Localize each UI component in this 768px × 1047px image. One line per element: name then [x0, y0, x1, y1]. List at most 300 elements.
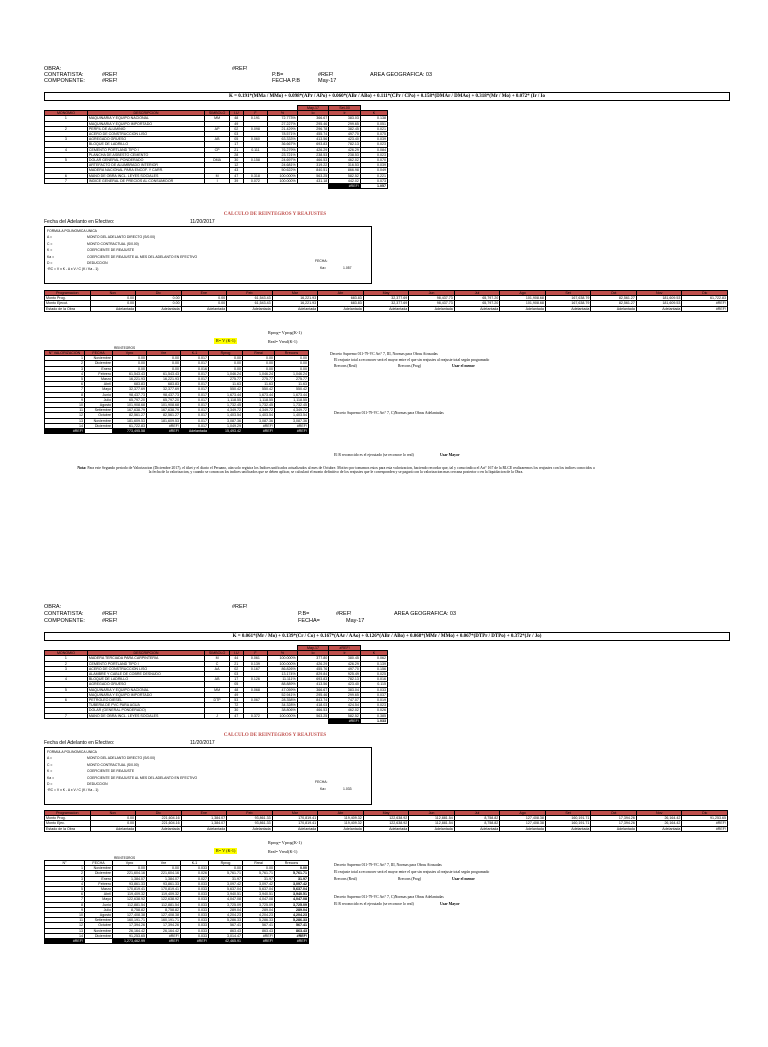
table-cell: 50.622%: [268, 168, 297, 173]
table-cell: 5,761.71: [243, 871, 275, 876]
table-cell: 86.826%: [268, 666, 297, 671]
val-header-cell: N° VALORIZACION: [45, 351, 85, 356]
table-cell: 0.019: [360, 698, 387, 703]
formula-desc-line: DEDUCCION: [87, 781, 108, 786]
table-row: [45, 826, 728, 831]
table-cell: Adelantada: [545, 306, 591, 311]
table-cell: 65,797.20: [454, 296, 500, 301]
table-cell: 91,253.65: [113, 933, 147, 938]
table-cell: Adelantada: [136, 306, 182, 311]
table-cell: 16,221.93: [272, 301, 318, 306]
table-cell: 1,732.45: [275, 403, 309, 408]
table-cell: 497.70: [329, 132, 361, 137]
ka-value: 1.057: [343, 266, 352, 270]
formula-box: [44, 747, 372, 805]
side-note-mayor: Usar Mayor: [440, 902, 460, 906]
prog-header-cell: Nov: [636, 291, 682, 296]
componente-value: #REF!: [102, 78, 118, 84]
table-cell: 119,409.32: [318, 821, 364, 826]
table-cell: Adelantada: [90, 826, 136, 831]
table-cell: 0.00: [136, 296, 182, 301]
contratista-label: CONTRATISTA:: [44, 72, 84, 78]
col-header: I.U: [229, 651, 243, 656]
table-cell: 4: [45, 147, 88, 152]
table-cell: 5,637.04: [209, 887, 243, 892]
table-cell: 91,253.65: [682, 816, 728, 821]
table-cell: 53: [229, 698, 243, 703]
table-cell: 1,384.07: [147, 876, 181, 881]
table-cell: 160,191.71: [545, 821, 591, 826]
table-cell: AGREGADO GRUESO: [87, 137, 204, 142]
table-cell: 431.18: [297, 178, 329, 183]
table-cell: 1,046.24: [243, 371, 275, 376]
table-cell: 1,049.29: [209, 423, 243, 428]
table-cell: 1: [45, 866, 85, 871]
table-cell: #REF!: [275, 933, 309, 938]
table-cell: 1,673.44: [243, 392, 275, 397]
table-cell: 0.00: [181, 301, 227, 306]
table-cell: 238.53: [329, 152, 361, 157]
col-header: DESCRIPCION: [87, 111, 204, 116]
table-cell: Julio: [85, 397, 113, 402]
table-cell: CEMENTO PORTLAND TIPO I: [87, 661, 204, 666]
table-cell: Noviembre: [85, 928, 113, 933]
table-cell: PETROLEO DIESEL: [87, 698, 204, 703]
prog-header-cell: Ago: [500, 811, 546, 816]
formula-desc-line: MONTO DEL ADELANTO DIRECTO (S/0.00): [87, 756, 156, 761]
table-cell: 683.83: [318, 296, 364, 301]
table-cell: 423.40: [329, 682, 361, 687]
val-total-cell: #REF!: [147, 429, 181, 434]
eq-rprog: Rprog= Vprog(K-1): [268, 840, 302, 845]
table-cell: 16,221.93: [113, 377, 147, 382]
formula-box-line: C =: [47, 762, 53, 767]
table-cell: 0.049: [360, 168, 387, 173]
obra-label: OBRA:: [44, 604, 62, 610]
table-cell: Adelantada: [272, 826, 318, 831]
table-cell: 0.021: [360, 126, 387, 131]
table-cell: 13: [45, 928, 85, 933]
prog-header-cell: Mar: [272, 291, 318, 296]
table-cell: 6: [45, 892, 85, 897]
table-cell: Adelantada: [136, 826, 182, 831]
table-cell: 0.00: [243, 866, 275, 871]
table-cell: 3,725.09: [275, 902, 309, 907]
prog-header-cell: Jun: [409, 811, 455, 816]
table-cell: Enero: [85, 876, 113, 881]
table-cell: Adelantada: [636, 306, 682, 311]
side-note-prog: Rrecons (Prog): [398, 364, 422, 368]
table-cell: 0.033: [360, 687, 387, 692]
prog-header-cell: Set: [545, 291, 591, 296]
table-cell: 0.318: [243, 173, 268, 178]
table-cell: 462.02: [329, 158, 361, 163]
formula-desc-line: MONTO DEL ADELANTO DIRECTO (S/0.00): [87, 235, 156, 240]
table-cell: 170,819.41: [272, 816, 318, 821]
table-cell: 17,394.26: [147, 923, 181, 928]
table-cell: 289.04: [275, 907, 309, 912]
table-cell: 167,638.79: [147, 408, 181, 413]
table-cell: 0.026: [360, 708, 387, 713]
table-cell: 0.126: [243, 677, 268, 682]
table-cell: 112,881.54: [409, 821, 455, 826]
table-cell: 10: [45, 913, 85, 918]
valorizacion-table: [44, 860, 309, 944]
table-cell: 14: [45, 423, 85, 428]
table-cell: 17,394.26: [591, 816, 637, 821]
table-cell: 1,118.55: [209, 397, 243, 402]
table-cell: 122,638.92: [147, 897, 181, 902]
val-header-cell: FECHA: [85, 861, 113, 866]
table-cell: 127,408.38: [113, 913, 147, 918]
prog-header-cell: Nov: [636, 811, 682, 816]
table-cell: 24.697%: [268, 158, 297, 163]
table-cell: 32,377.69: [113, 387, 147, 392]
formula-box-line: ·RC = V x K - A x V / C (K / Ka - 1): [47, 267, 99, 272]
table-cell: ALAMBRE Y CABLE DE COBRE DESNUDO: [87, 672, 204, 677]
table-cell: PLANCHA DE ASBESTO CEMENTO: [87, 152, 204, 157]
table-cell: 3,014.47: [209, 933, 243, 938]
table-cell: AGREGADO GRUESO: [87, 682, 204, 687]
table-cell: 39: [229, 178, 243, 183]
table-cell: Noviembre: [85, 866, 113, 871]
table-cell: 63.333%: [268, 137, 297, 142]
table-cell: 03: [229, 672, 243, 677]
table-cell: 2: [45, 126, 88, 131]
table-cell: 3,940.51: [243, 892, 275, 897]
table-cell: 843.74: [297, 698, 329, 703]
eq-rreal: Real= Vreal(K-1): [268, 339, 298, 344]
table-cell: 127,408.38: [500, 821, 546, 826]
table-cell: 275.77: [275, 377, 309, 382]
table-cell: 0.00: [136, 301, 182, 306]
table-cell: 275.77: [243, 377, 275, 382]
table-cell: 82,561.27: [113, 413, 147, 418]
table-cell: 112,881.54: [113, 902, 147, 907]
table-cell: 0.017: [181, 387, 209, 392]
formula-desc-line: COEFICIENTE DE REAJUSTE AL MES DEL ADELANTO EN EFECTIVO: [87, 775, 198, 780]
table-cell: 0.026: [181, 871, 209, 876]
table-cell: 455.74: [297, 132, 329, 137]
table-cell: 11.63: [275, 382, 309, 387]
table-cell: 0.072: [243, 178, 268, 183]
val-header-cell: Rrecons: [275, 351, 309, 356]
table-cell: 0.061: [243, 656, 268, 661]
formula-box-line: FORMULA POLINOMICA UNICA: [47, 229, 97, 233]
val-header-cell: Vpro: [113, 351, 147, 356]
table-cell: 2: [45, 361, 85, 366]
table-cell: 3: [45, 666, 88, 671]
table-cell: 88.889%: [268, 682, 297, 687]
table-cell: Adelantada: [227, 306, 273, 311]
table-cell: 0.017: [181, 371, 209, 376]
side-note-reajuste: El reajuste total a reconocer será el mayor entre el que sin reajustes al reajuste total según programado: [334, 870, 490, 874]
table-cell: 866.98: [329, 168, 361, 173]
table-cell: 61,543.43: [113, 371, 147, 376]
month-io: May-17: [297, 106, 329, 111]
table-cell: 693.83: [297, 677, 329, 682]
prog-header-cell: Feb: [227, 811, 273, 816]
table-cell: Diciembre: [85, 933, 113, 938]
contratista-value: #REF!: [102, 72, 118, 78]
table-cell: 11.63: [209, 382, 243, 387]
table-cell: 382.45: [329, 126, 361, 131]
table-cell: 582.52: [329, 713, 361, 718]
val-header-cell: Vre: [147, 861, 181, 866]
table-cell: C: [205, 661, 230, 666]
table-cell: 3: [45, 137, 88, 142]
table-cell: 316.53: [329, 163, 361, 168]
table-cell: 426.29: [329, 147, 361, 152]
table-cell: 0.00: [113, 356, 147, 361]
formula-desc-line: [87, 266, 197, 272]
col-header: %: [268, 111, 297, 116]
table-cell: 5,286.33: [209, 918, 243, 923]
table-cell: Setiembre: [85, 408, 113, 413]
prog-header-cell: Ene: [181, 291, 227, 296]
area-geografica: AREA GEOGRAFICA: 03: [370, 72, 433, 78]
table-cell: 6: [45, 173, 88, 178]
prog-header-cell: Jun: [409, 291, 455, 296]
table-cell: 1: [45, 356, 85, 361]
table-cell: 221,604.16: [136, 816, 182, 821]
table-cell: 0.00: [181, 296, 227, 301]
formula-box-line: A =: [47, 756, 52, 761]
table-cell: Febrero: [85, 881, 113, 886]
table-cell: 863.43: [275, 928, 309, 933]
table-cell: 782.13: [329, 142, 361, 147]
nota-label: Nota:: [77, 466, 87, 470]
val-total-cell: #REF!: [243, 939, 275, 944]
table-cell: 0.00: [90, 296, 136, 301]
section-1: [0, 0, 768, 512]
month-ir: #REF!: [329, 646, 361, 651]
table-cell: 49: [229, 692, 243, 697]
k-total-value: 1.057: [360, 184, 387, 189]
table-cell: 98,437.73: [409, 296, 455, 301]
formula-box-line: D =: [47, 781, 53, 786]
formula-desc-line: [87, 787, 197, 793]
table-cell: AA: [205, 666, 230, 671]
prog-header-cell: Programacion: [45, 291, 91, 296]
formula-desc-line: COEFICIENTE DE REAJUSTE: [87, 769, 135, 774]
table-cell: 98,437.73: [113, 392, 147, 397]
table-cell: 1,403.54: [243, 413, 275, 418]
table-cell: TUBERIA DE PVC PARA AGUA: [87, 703, 204, 708]
table-cell: 0.017: [181, 413, 209, 418]
table-cell: ARTEFACTO DE ALUMBRADO INTERIOR: [87, 163, 204, 168]
table-cell: 170,819.41: [147, 887, 181, 892]
table-cell: DOLAR GENERAL PONDERADO: [87, 158, 204, 163]
table-cell: M: [205, 656, 230, 661]
table-cell: 563.25: [297, 173, 329, 178]
reintegros-label: REINTEGROS: [114, 346, 136, 350]
table-cell: 0.068: [243, 687, 268, 692]
table-cell: 0.070: [360, 158, 387, 163]
table-cell: 32,377.69: [363, 296, 409, 301]
table-cell: 0.00: [90, 816, 136, 821]
table-cell: Agosto: [85, 403, 113, 408]
table-cell: 112,881.54: [409, 816, 455, 821]
fecha-pb-label: FECHA=: [298, 618, 320, 624]
fecha-label: FECHA:: [315, 259, 328, 263]
formula-desc-line: COEFICIENTE DE REAJUSTE AL MES DEL ADELANTO EN EFECTIVO: [87, 254, 198, 259]
table-cell: Adelantada: [363, 306, 409, 311]
pb-label: P.B=: [272, 72, 284, 78]
table-cell: 319.22: [297, 163, 329, 168]
polynomial-formula: K = 0.061*(Mr / Mo) + 0.139*(Cr / Co) + 0.167*(AAr / AAo) + 0.126*(ABr / ABo) + 0.068*(MMr / MMo) + 0.067*(DTPr / DTPo) + 0.372*(Jr / Jo): [44, 632, 730, 641]
table-cell: 23.721%: [268, 152, 297, 157]
table-cell: 550.42: [209, 387, 243, 392]
val-total-cell: #REF!: [275, 429, 309, 434]
table-cell: 5,286.33: [243, 918, 275, 923]
table-cell: Adelantada: [454, 826, 500, 831]
table-cell: 101,908.68: [147, 403, 181, 408]
componente-value: #REF!: [102, 618, 118, 624]
table-cell: 27.227%: [268, 121, 297, 126]
table-cell: 48: [229, 687, 243, 692]
val-total-cell: #REF!: [45, 939, 85, 944]
prog-header-cell: Ago: [500, 291, 546, 296]
table-cell: MADERA TERCIADA PARA CARPINTERIA: [87, 656, 204, 661]
table-cell: 0.00: [147, 356, 181, 361]
col-header: Io: [297, 651, 329, 656]
table-cell: 52.941%: [268, 692, 297, 697]
ka-label: Ka=: [320, 266, 327, 270]
table-cell: 3,097.42: [275, 881, 309, 886]
formula-desc-line: MONTO CONTRACTUAL (S/0.00): [87, 241, 139, 246]
val-header-cell: FECHA: [85, 351, 113, 356]
table-cell: 30: [229, 708, 243, 713]
table-cell: 16,221.93: [147, 377, 181, 382]
table-cell: J: [205, 713, 230, 718]
table-cell: 5: [45, 158, 88, 163]
table-cell: 31.97: [209, 876, 243, 881]
table-cell: 82,561.27: [591, 301, 637, 306]
col-header: F: [243, 111, 268, 116]
prog-header-cell: Programacion: [45, 811, 91, 816]
fecha-pb-value: May-17: [346, 618, 365, 624]
table-cell: DTP: [205, 698, 230, 703]
table-cell: 9: [45, 907, 85, 912]
area-geografica: AREA GEOGRAFICA: 03: [394, 611, 457, 617]
val-header-cell: K-1: [181, 351, 209, 356]
table-cell: 76.279%: [268, 147, 297, 152]
programacion-rows: [45, 296, 728, 312]
ka-label: Ka=: [320, 787, 327, 791]
table-cell: 0.027: [181, 876, 209, 881]
table-cell: 0.221: [360, 173, 387, 178]
table-cell: 0.00: [209, 866, 243, 871]
fecha-adelanto-value: 11/20/2017: [190, 219, 215, 225]
formula-box-line: K =: [47, 248, 53, 253]
table-cell: Mayo: [85, 897, 113, 902]
table-cell: #REF!: [243, 933, 275, 938]
table-cell: 1,403.54: [209, 413, 243, 418]
pb-value: #REF!: [318, 72, 334, 78]
table-cell: 413.56: [297, 682, 329, 687]
table-cell: 10: [45, 403, 85, 408]
table-cell: 93,861.33: [147, 881, 181, 886]
table-cell: 72.773%: [268, 116, 297, 121]
table-cell: 181,609.53: [113, 418, 147, 423]
k-total-row: [45, 184, 388, 189]
table-cell: 0.033: [181, 866, 209, 871]
table-cell: 0.00: [147, 866, 181, 871]
table-cell: I: [205, 178, 230, 183]
col-header: %: [268, 651, 297, 656]
obra-value: #REF!: [232, 66, 248, 72]
table-cell: 98,437.73: [409, 301, 455, 306]
table-cell: 181,609.53: [636, 296, 682, 301]
table-cell: 683.83: [113, 382, 147, 387]
table-cell: 0.00: [243, 361, 275, 366]
table-cell: 683.83: [318, 301, 364, 306]
table-cell: 11.111%: [268, 677, 297, 682]
table-cell: Monto Ejecut.: [45, 301, 91, 306]
table-cell: 0.00: [209, 356, 243, 361]
table-cell: Julio: [85, 907, 113, 912]
formula-box: [44, 226, 372, 284]
table-cell: 380.45: [329, 656, 361, 661]
nota-paragraph: [76, 466, 596, 475]
table-cell: 0.033: [181, 907, 209, 912]
formula-desc-line: MONTO CONTRACTUAL (S/0.00): [87, 762, 139, 767]
table-cell: 693.83: [297, 142, 329, 147]
table-cell: MM: [205, 116, 230, 121]
table-cell: 0.023: [360, 142, 387, 147]
table-cell: BLOQUE DE LADRILLO: [87, 677, 204, 682]
table-cell: 5: [45, 887, 85, 892]
table-cell: 98,437.73: [147, 392, 181, 397]
table-cell: 26,164.42: [636, 821, 682, 826]
table-cell: 1,046.24: [209, 371, 243, 376]
fecha-adelanto-label: Fecha del Adelanto en Efectivo:: [44, 219, 115, 225]
col-header: MONOMIO: [45, 111, 88, 116]
k-total-ir: #REF!: [329, 184, 361, 189]
table-cell: 1,732.45: [243, 403, 275, 408]
table-cell: 426.29: [329, 661, 361, 666]
table-cell: 65,797.20: [113, 397, 147, 402]
table-cell: Adelantada: [409, 306, 455, 311]
side-note-atrasadas: Decreto Supremo 011-79-VC Art° 7, III, Normas para Obras Atrasadas: [334, 863, 442, 867]
table-cell: 5,761.71: [209, 871, 243, 876]
table-cell: 829.84: [297, 672, 329, 677]
val-total-cell: #REF!: [181, 939, 209, 944]
table-cell: Adelantada: [500, 826, 546, 831]
table-cell: 0.075: [360, 132, 387, 137]
table-cell: AP: [205, 126, 230, 131]
programacion-table: [44, 810, 728, 832]
table-cell: 0.067: [243, 698, 268, 703]
side-note-real: Rrecons (Real): [334, 877, 357, 881]
side-note-atrasadas: Decreto Supremo 011-79-VC Art° 7, III, Normas para Obras Atrasadas: [330, 352, 438, 356]
formula-box-line: A =: [47, 235, 52, 240]
table-cell: #REF!: [682, 821, 728, 826]
table-cell: Adelantada: [272, 306, 318, 311]
table-cell: 167,638.79: [545, 301, 591, 306]
table-cell: 1,118.55: [243, 397, 275, 402]
table-cell: 4,349.72: [275, 408, 309, 413]
side-note-real: Rrecons (Real): [334, 364, 357, 368]
val-total-cell: #REF!: [243, 429, 275, 434]
table-cell: 47: [229, 173, 243, 178]
table-cell: 05: [229, 137, 243, 142]
valorizacion-total: [45, 429, 309, 434]
table-cell: #REF!: [147, 423, 181, 428]
table-cell: Noviembre: [85, 418, 113, 423]
table-cell: 72: [229, 703, 243, 708]
